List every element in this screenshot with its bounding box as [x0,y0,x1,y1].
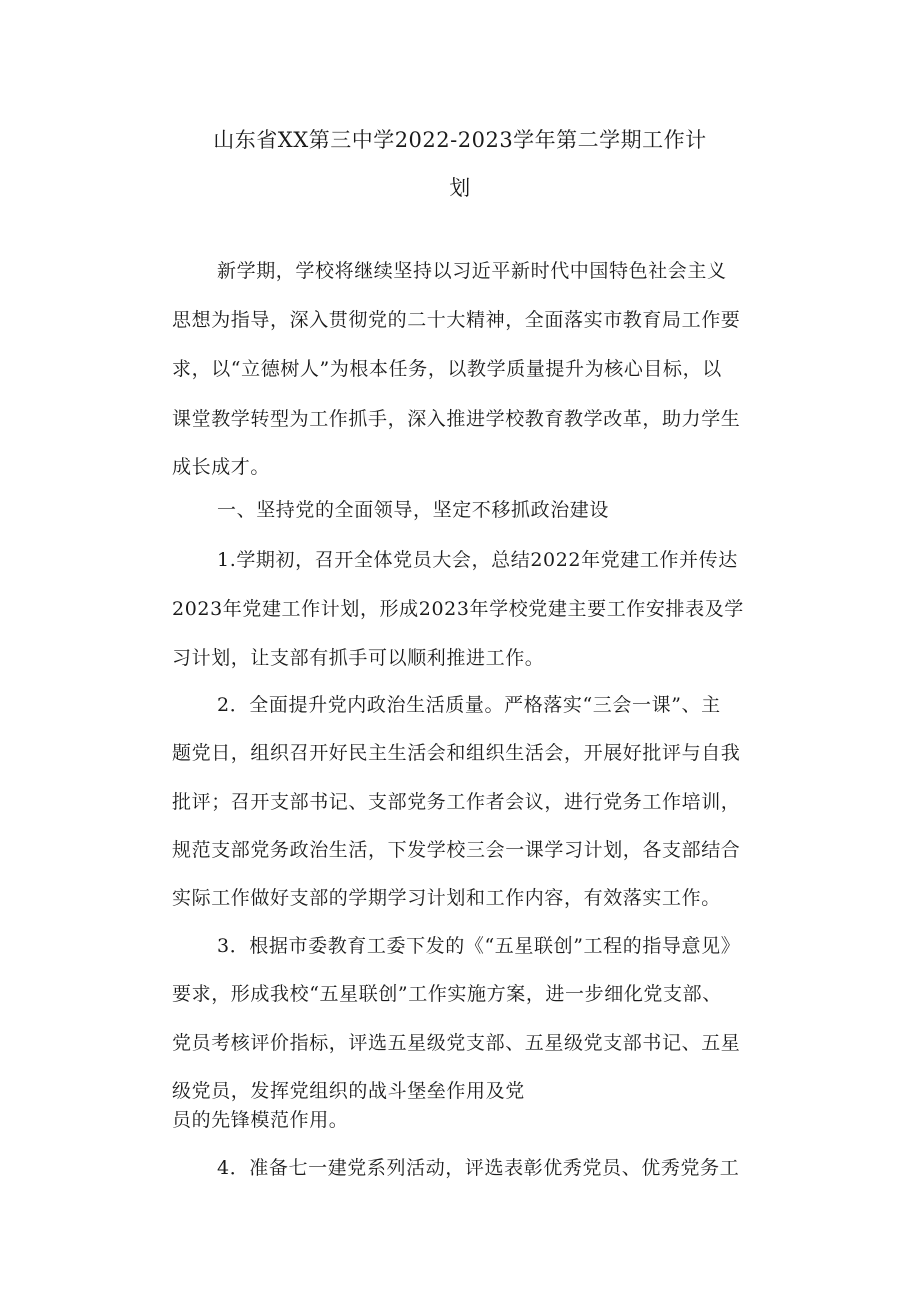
section-heading-1: 一、坚持党的全面领导，坚定不移抓政治建设 [217,499,610,521]
intro-paragraph-line: 课堂教学转型为工作抓手，深入推进学校教育教学改革，助力学生 [172,408,741,430]
item-3-line: 3．根据市委教育工委下发的《“五星联创”工程的指导意见》 [217,935,741,957]
document-title-line-1: 山东省XX第三中学2022-2023学年第二学期工作计 [213,128,707,152]
item-2-line: 2．全面提升党内政治生活质量。严格落实“三会一课”、主 [217,694,721,716]
item-2-line: 实际工作做好支部的学期学习计划和工作内容，有效落实工作。 [172,887,721,909]
item-3-line: 党员考核评价指标，评选五星级党支部、五星级党支部书记、五星 [172,1032,741,1054]
intro-paragraph-line: 思想为指导，深入贯彻党的二十大精神，全面落实市教育局工作要 [172,309,741,331]
intro-paragraph-line: 新学期，学校将继续坚持以习近平新时代中国特色社会主义 [217,260,727,282]
item-2-line: 规范支部党务政治生活，下发学校三会一课学习计划，各支部结合 [172,839,741,861]
item-2-line: 题党日，组织召开好民主生活会和组织生活会，开展好批评与自我 [172,742,741,764]
item-1-line: 习计划，让支部有抓手可以顺利推进工作。 [172,647,545,669]
item-3-line: 要求，形成我校“五星联创”工作实施方案，进一步细化党支部、 [172,983,722,1005]
item-1-line: 1.学期初，召开全体党员大会，总结2022年党建工作并传达 [217,549,738,571]
document-title-line-2: 划 [449,176,471,200]
intro-paragraph-line: 求，以“立德树人”为根本任务，以教学质量提升为核心目标，以 [172,358,722,380]
item-1-line: 2023年党建工作计划，形成2023年学校党建主要工作安排表及学 [172,598,744,620]
intro-paragraph-line: 成长成才。 [172,456,271,478]
item-3-line: 员的先锋模范作用。 [172,1109,349,1131]
item-2-line: 批评；召开支部书记、支部党务工作者会议，进行党务工作培训， [172,791,741,813]
item-4-line: 4．准备七一建党系列活动，评选表彰优秀党员、优秀党务工 [217,1157,740,1179]
item-3-line: 级党员，发挥党组织的战斗堡垒作用及党 [172,1080,525,1102]
